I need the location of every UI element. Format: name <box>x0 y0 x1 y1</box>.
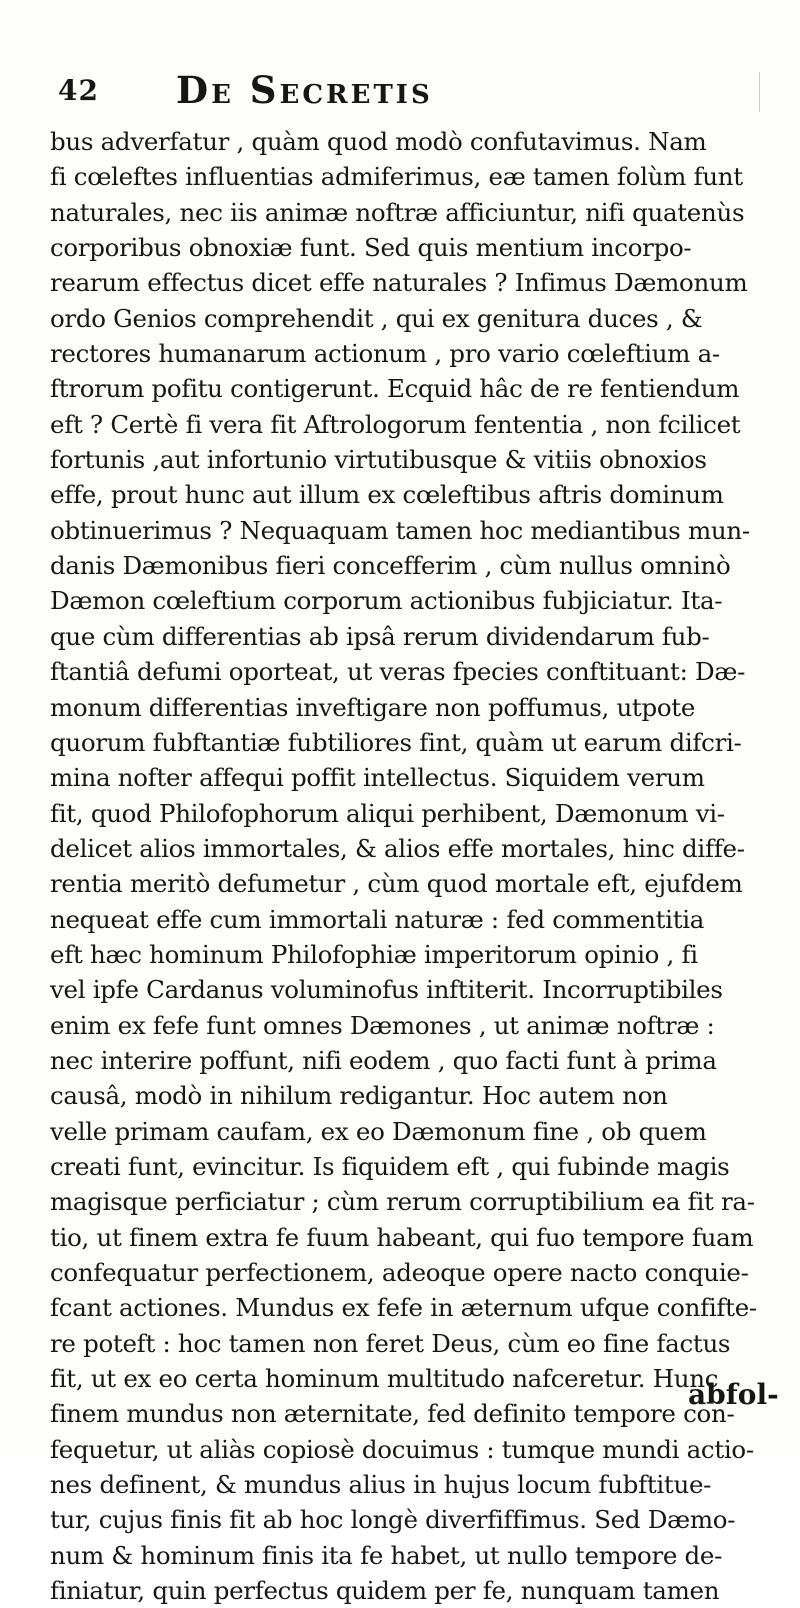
text-line: tur, cujus finis fit ab hoc longè diverfiffimus. Sed Dæmo- <box>50 1505 736 1535</box>
text-line: rentia meritò defumetur , cùm quod mortale eft, ejufdem <box>50 869 743 899</box>
text-line: finem mundus non æternitate, fed definito tempore con- <box>50 1399 735 1429</box>
text-line: re poteft : hoc tamen non feret Deus, cùm eo fine factus <box>50 1328 731 1358</box>
text-line: rectores humanarum actionum , pro vario cœleftium a- <box>50 339 720 369</box>
text-line: vel ipfe Cardanus voluminofus inftiterit. Incorruptibiles <box>50 975 723 1005</box>
text-line: bus adverfatur , quàm quod modò confutavimus. Nam <box>50 127 707 156</box>
text-line: magisque perficiatur ; cùm rerum corruptibilium ea fit ra- <box>50 1187 755 1217</box>
catchword: abfol- <box>688 1378 779 1411</box>
text-line: que cùm differentias ab ipsâ rerum dividendarum fub- <box>50 621 710 651</box>
text-line: delicet alios immortales, & alios effe mortales, hinc diffe- <box>50 833 745 863</box>
text-line: fcant actiones. Mundus ex fefe in æternum ufque confifte- <box>50 1293 757 1323</box>
text-line: velle primam caufam, ex eo Dæmonum fine , ob quem <box>50 1116 707 1146</box>
text-line: causâ, modò in nihilum redigantur. Hoc autem non <box>50 1081 668 1111</box>
text-line: nequeat effe cum immortali naturæ : fed commentitia <box>50 904 705 934</box>
text-line: quorum fubftantiæ fubtiliores fint, quàm ut earum difcri- <box>50 727 742 757</box>
text-line: fit, ut ex eo certa hominum multitudo nafceretur. Hunc <box>50 1364 719 1394</box>
text-line: nes definent, & mundus alius in hujus locum fubftitue- <box>50 1470 712 1500</box>
text-line: danis Dæmonibus fieri concefferim , cùm nullus omninò <box>50 551 731 581</box>
running-title: De Secretis <box>176 68 433 112</box>
text-line: rearum effectus dicet effe naturales ? Infimus Dæmonum <box>50 268 748 298</box>
text-line: fequetur, ut aliàs copiosè docuimus : tumque mundi actio- <box>50 1434 754 1464</box>
text-line: fortunis ,aut infortunio virtutibusque & vitiis obnoxios <box>50 445 707 475</box>
text-line: fit, quod Philofophorum aliqui perhibent, Dæmonum vi- <box>50 798 725 828</box>
text-line: confequatur perfectionem, adeoque opere nacto conquie- <box>50 1258 749 1287</box>
text-line: num & hominum finis ita fe habet, ut nullo tempore de- <box>50 1540 723 1570</box>
text-line: fi cœleftes influentias admiferimus, eæ tamen folùm funt <box>50 162 743 192</box>
text-line: eft ? Certè fi vera fit Aftrologorum fententia , non fcilicet <box>50 409 741 439</box>
text-line: mina nofter affequi poffit intellectus. Siquidem verum <box>50 763 705 793</box>
text-line: ordo Genios comprehendit , qui ex genitura duces , & <box>50 303 703 333</box>
text-line: enim ex fefe funt omnes Dæmones , ut animæ noftræ : <box>50 1010 715 1040</box>
text-line: creati funt, evincitur. Is fiquidem eft , qui fubinde magis <box>50 1151 730 1181</box>
text-line: eft hæc hominum Philofophiæ imperitorum opinio , fi <box>50 939 698 969</box>
text-line: Dæmon cœleftium corporum actionibus fubjiciatur. Ita- <box>50 586 723 616</box>
page-number: 42 <box>58 74 99 107</box>
text-line: naturales, nec iis animæ noftræ afficiuntur, nifi quatenùs <box>50 197 745 227</box>
text-line: ftrorum pofitu contigerunt. Ecquid hâc de re fentiendum <box>50 374 740 404</box>
text-line: obtinuerimus ? Nequaquam tamen hoc mediantibus mun- <box>50 515 750 545</box>
text-line: tio, ut finem extra fe fuum habeant, qui fuo tempore fuam <box>50 1222 754 1252</box>
body-text <box>50 124 780 1608</box>
text-line: finiatur, quin perfectus quidem per fe, nunquam tamen <box>50 1576 720 1606</box>
text-line: ftantiâ defumi oporteat, ut veras fpecies conftituant: Dæ- <box>50 657 746 687</box>
text-line: corporibus obnoxiæ funt. Sed quis mentium incorpo- <box>50 233 692 263</box>
text-line: effe, prout hunc aut illum ex cœleftibus aftris dominum <box>50 480 724 510</box>
text-line: nec interire poffunt, nifi eodem , quo facti funt à prima <box>50 1045 717 1075</box>
page-header <box>0 68 800 118</box>
text-line: monum differentias inveftigare non poffumus, utpote <box>50 692 696 722</box>
